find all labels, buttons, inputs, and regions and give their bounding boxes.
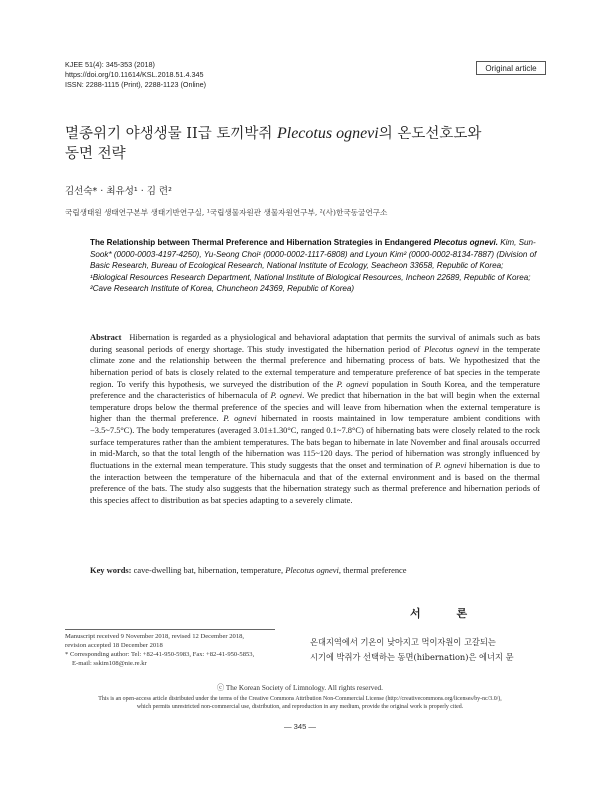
authors-korean: 김선숙* · 최유성¹ · 김 련² (65, 186, 172, 197)
keywords-label: Key words: (90, 565, 132, 575)
title-korean (65, 124, 545, 164)
keywords-tail: , thermal preference (338, 565, 407, 575)
license-notice (40, 695, 560, 712)
species-name: P. ognevi (336, 378, 369, 389)
abstract-text: Hibernation is regarded as a physiological and behavioral adaptation that permits the survival of animals such as bats during seasonal periods of energy shortage. This study investigated the hibernation period of (90, 332, 540, 354)
title-ko-species: Plecotus ognevi (276, 125, 379, 142)
license-line-2: which permits unrestricted non-commercial use, distribution, and reproduction in any medium, provide the original work is properly cited. (136, 704, 464, 711)
title-ko-line2: 동면 전략 (65, 146, 126, 162)
abstract-text: in the temperate climate zone and the relationship between the thermal preference and hibernating process of bats. We hypothesized that the hibernation period of bats is closely related to the external temperature and temperature preference of bat species in the temperate region. To verify this hypothesis, we surveyed the distribution of the (90, 343, 540, 389)
affiliations-korean: 국립생태원 생태연구본부 생태기반연구실, ¹국립생물자원관 생물자원연구부, ²(사)한국동굴연구소 (65, 208, 388, 217)
journal-citation: KJEE 51(4): 345-353 (2018) (65, 60, 155, 69)
introduction-text (310, 635, 550, 665)
abstract (90, 332, 540, 506)
species-name: P. ognevi (223, 413, 257, 424)
doi-link[interactable]: https://doi.org/10.11614/KSL.2018.51.4.345 (65, 70, 204, 79)
revision-accepted: revision accepted 18 December 2018 (65, 642, 163, 649)
keywords-text: cave-dwelling bat, hibernation, temperature, (131, 565, 286, 575)
species-name: Plecotus ognevi (423, 343, 480, 354)
keywords (90, 565, 540, 575)
license-line-1: This is an open-access article distributed under the terms of the Creative Commons Attribution Non-Commercial License (http://creativecommons.org/licenses/by-nc/3.0/), (98, 696, 502, 702)
section-heading-introduction: 서 론 (410, 607, 484, 620)
title-english-block (90, 237, 540, 295)
footnote-divider (65, 629, 275, 630)
title-en-main: The Relationship between Thermal Preference and Hibernation Strategies in Endangered (90, 238, 434, 247)
author-email[interactable]: E-mail: sskim108@nie.re.kr (72, 660, 147, 667)
abstract-text: hibernated in roosts maintained in low temperature ambient conditions with −3.5~7.5°C). The body temperatures (averaged 3.01±1.30°C, ranged 0.1~7.8°C) of hibernating bats were closely related to the rock surface temperatures rather than the ambient temperatures. The bats began to hibernate in late November and final arousals occurred in mid-March, so that the total length of the hibernation was 115~120 days. The period of hibernation was strongly influenced by fluctuations in the external mean temperature. This study suggests that the onset and termination of (90, 413, 540, 470)
intro-line-2: 시기에 박쥐가 선택하는 동면(hibernation)은 에너지 문 (310, 652, 514, 662)
article-type-badge: Original article (476, 61, 546, 75)
abstract-text: . We predict that hibernation in the bat will begin when the external temperature drops below the thermal preference of the species and will leave from hibernation when the external temperature is higher than the thermal preference. (90, 390, 540, 424)
manuscript-received: Manuscript received 9 November 2018, revised 12 December 2018, (65, 633, 245, 640)
journal-meta (65, 60, 206, 90)
authors-english: Kim, Sun-Sook* (0000-0003-4197-4250), Yu-Seong Choi¹ (0000-0002-1117-6808) and Lyoun Kim² (0000-0002-8134-7887) (90, 238, 536, 259)
page-number: — 345 — (283, 722, 317, 731)
affiliations-english: (Division of Basic Research, Bureau of Ecological Research, National Institute of Ecology, Seacheon 33658, Republic of Korea; ¹Biological Resources Research Department, National Institute of Biological Resources, Incheon 22689, Republic of Korea; ²Cave Research Institute of Korea, Chuncheon 24369, Republic of Korea) (90, 249, 537, 294)
abstract-label: Abstract (90, 332, 122, 342)
corresponding-author: * Corresponding author: Tel: +82-41-950-5983, Fax: +82-41-950-5853, (65, 651, 255, 658)
abstract-text: population in South Korea, and the temperature preference and the characteristics of hibernacula of (90, 378, 541, 401)
keywords-species: Plecotus ognevi (285, 565, 339, 575)
species-name: P. ognevi (435, 459, 467, 470)
title-ko-part2: 의 온도선호도와 (378, 126, 482, 142)
title-ko-part1: 멸종위기 야생생물 II급 토끼박쥐 (65, 126, 277, 142)
copyright-notice: ⓒ The Korean Society of Limnology. All rights reserved. (217, 684, 383, 692)
title-en-species: Plecotus ognevi. (433, 238, 498, 247)
footnotes (65, 632, 295, 668)
issn: ISSN: 2288-1115 (Print), 2288-1123 (Online) (65, 80, 207, 89)
abstract-text: hibernation is due to the interaction between the temperature of the hibernacula and that of the external environment and is based on the thermal preference of the bats. The study also suggests that the hibernation strategy such as thermal preference and hibernation periods of this species affect to distribution as bat species adapting to a severely climate. (90, 459, 540, 505)
species-name: P. ognevi (270, 390, 303, 401)
intro-line-1: 온대지역에서 기온이 낮아지고 먹이자원이 고갈되는 (310, 637, 496, 647)
